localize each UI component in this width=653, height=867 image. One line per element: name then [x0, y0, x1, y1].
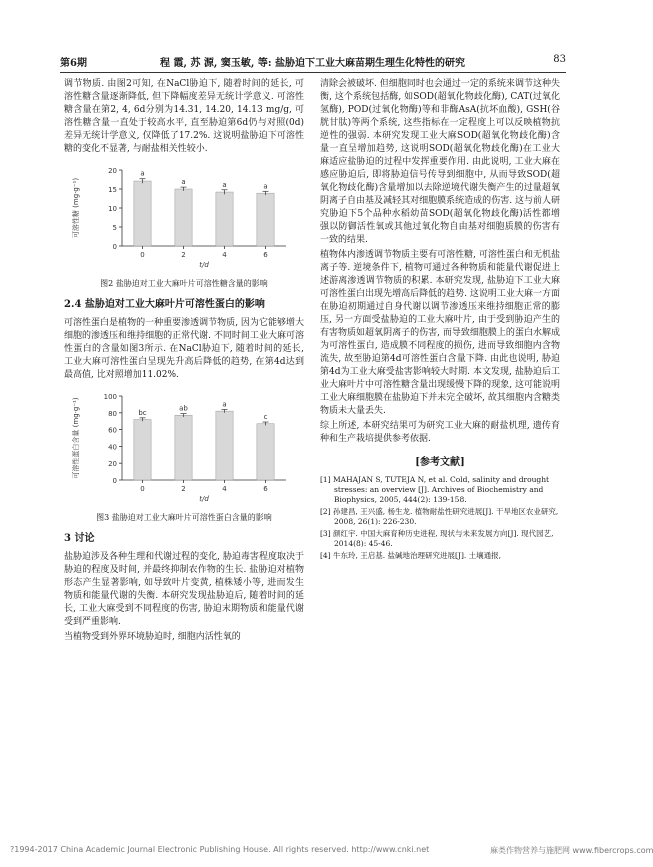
x-tick-label: 6: [263, 485, 268, 493]
x-tick-label: 2: [181, 485, 186, 493]
page-number: 83: [553, 54, 566, 65]
x-tick-label: 6: [263, 251, 268, 259]
bar: [257, 424, 274, 480]
x-tick-label: 0: [140, 485, 145, 493]
significance-letter: a: [181, 178, 186, 187]
x-axis-label: t/d: [199, 495, 209, 503]
significance-letter: a: [140, 169, 145, 178]
section-2-4-title: 2.4 盐胁迫对工业大麻叶片可溶性蛋白的影响: [64, 299, 265, 310]
x-tick-label: 0: [140, 251, 145, 259]
footer-copyright: ?1994-2017 China Academic Journal Electronic Publishing House. All rights reserved. http://www.cnki.net: [10, 845, 430, 854]
y-tick-label: 0: [112, 477, 117, 485]
x-tick-label: 2: [181, 251, 186, 259]
y-tick-label: 10: [108, 205, 117, 213]
y-tick-label: 15: [108, 186, 117, 194]
references-title: [参考文献]: [415, 457, 465, 468]
y-tick-label: 100: [103, 393, 117, 401]
figure-2: [64, 160, 304, 290]
left-paragraph-2: 可溶性蛋白是植物的一种重要渗透调节物质, 因为它能够增大细胞的渗透压和维持细胞的正常代谢. 不同时间工业大麻可溶性蛋白的含量如图3所示. 在NaCl胁迫下, 随着时间的延长, 工业大麻可溶性蛋白呈现先升高后降低的趋势, 在第4d达到最高值, 比对照增加11.02%.: [64, 318, 304, 380]
x-tick-label: 4: [222, 485, 227, 493]
y-tick-label: 20: [108, 167, 117, 175]
figure-3: [64, 386, 304, 524]
left-column: [64, 78, 304, 646]
y-axis-label: 可溶性蛋白含量 (mg·g⁻¹): [72, 397, 80, 479]
figure-3-caption: 图3 盐胁迫对工业大麻叶片可溶性蛋白含量的影响: [96, 513, 272, 522]
reference-item: [2] 孙建昌, 王兴盛, 杨生龙. 植物耐盐性研究进展[J]. 干旱地区农业研究, 2008, 26(1): 226-230.: [320, 507, 559, 526]
left-paragraph-1: 调节物质. 由图2可知, 在NaCl胁迫下, 随着时间的延长, 可溶性糖含量逐渐降低, 但下降幅度差异无统计学意义. 可溶性糖含量在第2, 4, 6d分别为14.31, 14.20, 14.13 mg/g, 可溶性糖含量一直处于较高水平, 直至胁迫第6d仍与对照(0d)差异无统计学意义, 仅降低了17.2%. 这说明盐胁迫下可溶性糖的变化不显著, 与耐盐相关性较小.: [64, 79, 304, 154]
y-tick-label: 80: [108, 409, 117, 418]
references-list: [320, 475, 560, 561]
significance-letter: a: [222, 180, 227, 189]
footer-watermark-site: 麻类作物营养与施肥网 www.fibercrops.com: [490, 846, 653, 855]
reference-item: [3] 颜红宇. 中国大麻育种历史进程, 现状与未来发展方向[J]. 现代园艺, 2014(8): 45-46.: [320, 529, 554, 548]
running-header: [60, 50, 566, 70]
y-tick-label: 20: [108, 460, 117, 469]
y-tick-label: 0: [112, 243, 117, 251]
significance-letter: ab: [179, 404, 188, 413]
y-axis-label: 可溶性糖 (mg·g⁻¹): [72, 177, 80, 239]
significance-letter: a: [263, 182, 268, 191]
right-paragraph-1: 清除会被破坏. 但细胞同时也会通过一定的系统来调节这种失衡, 这个系统包括酶, 如SOD(超氧化物歧化酶), CAT(过氧化氢酶), POD(过氧化物酶)等和非酶AsA(抗坏血酸), GSH(谷胱甘肽)等两个系统, 这些指标在一定程度上可以反映植物抗逆性的强弱. 本研究发现工业大麻SOD(超氧化物歧化酶)含量一直呈增加趋势, 这说明SOD(超氧化物歧化酶)在工业大麻适应盐胁迫的过程中发挥重要作用. 由此说明, 工业大麻在感应胁迫后, 即将胁迫信号传导到细胞中, 从而导致SOD(超氧化物歧化酶)含量增加以去除逆境代谢失衡产生的过量超氧阴离子自由基及减轻其对细胞膜系统造成的伤害. 这与前人研究胁迫下5个品种水稻幼苗SOD(超氧化物歧化酶)活性都增强以防御活性氧或其他过氧化物自由基对细胞质膜的伤害有一致的结果.: [320, 79, 560, 245]
bar: [257, 193, 274, 246]
y-tick-label: 5: [112, 224, 117, 232]
y-tick-label: 60: [108, 426, 117, 435]
bar: [134, 420, 151, 480]
bar: [175, 415, 192, 480]
right-column: [320, 78, 560, 563]
reference-item: [4] 牛东玲, 王启基. 盐碱地治理研究进展[J]. 土壤通报,: [320, 551, 502, 560]
section-3-title: 3 讨论: [64, 533, 95, 544]
figure-3-chart: [64, 386, 304, 504]
x-tick-label: 4: [222, 251, 227, 259]
y-tick-label: 40: [108, 443, 117, 452]
left-paragraph-4: 当植物受到外界环境胁迫时, 细胞内活性氧的: [64, 632, 241, 642]
significance-letter: bc: [138, 408, 147, 417]
bar: [175, 189, 192, 246]
x-axis-label: t/d: [199, 261, 209, 269]
bar: [216, 192, 233, 246]
significance-letter: c: [263, 413, 268, 422]
running-title: 程 霞, 苏 源, 窦玉敏, 等: 盐胁迫下工业大麻苗期生理生化特性的研究: [160, 58, 466, 69]
issue-number: 第6期: [60, 58, 87, 69]
bar: [134, 181, 151, 246]
significance-letter: a: [222, 400, 227, 409]
left-paragraph-3: 盐胁迫涉及各种生理和代谢过程的变化, 胁迫毒害程度取决于胁迫的程度及时间, 并最终抑制农作物的生长. 盐胁迫对植物形态产生显著影响, 如导致叶片变黄, 植株矮小等, 进而发生物质和能量代谢的失衡. 本研究发现盐胁迫后, 随着时间的延长, 工业大麻受到不同程度的伤害, 胁迫末期物质和能量代谢受到严重影响.: [64, 552, 304, 627]
header-rule: [60, 72, 566, 73]
bar: [216, 411, 233, 480]
figure-2-caption: 图2 盐胁迫对工业大麻叶片可溶性糖含量的影响: [100, 279, 268, 288]
reference-item: [1] MAHAJAN S, TUTEJA N, et al. Cold, salinity and drought stresses: an overview [J]. Archives of Biochemistry and Biophysics, 2005, 444(2): 139-158.: [320, 475, 550, 504]
right-paragraph-2: 植物体内渗透调节物质主要有可溶性糖, 可溶性蛋白和无机盐离子等. 逆境条件下, 植物可通过各种物质和能量代谢促进上述游离渗透调节物质的积累. 本研究发现, 盐胁迫下工业大麻可溶性蛋白出现先增高后降低的趋势. 这说明工业大麻一方面在胁迫初期通过自身代谢以调节渗透压来维持细胞正常的膨压, 另一方面受盐胁迫的工业大麻叶片, 由于受到胁迫产生的有害物质如超氧阴离子的伤害, 而导致细胞膜上的蛋白水解成为可溶性蛋白, 造成膜不同程度的损伤, 进而导致细胞内含物流失, 故至胁迫第4d可溶性蛋白含量下降. 由此也说明, 胁迫第4d为工业大麻受盐害影响较大时期. 本文发现, 盐胁迫后工业大麻叶片中可溶性糖含量出现缓慢下降的现象, 这可能说明工业大麻细胞膜在盐胁迫下并未完全破坏, 故其细胞内含糖类物质未大量丢失.: [320, 250, 560, 416]
right-paragraph-3: 综上所述, 本研究结果可为研究工业大麻的耐盐机理, 遗传育种和生产栽培提供参考依据.: [320, 421, 560, 444]
figure-2-chart: [64, 160, 304, 270]
